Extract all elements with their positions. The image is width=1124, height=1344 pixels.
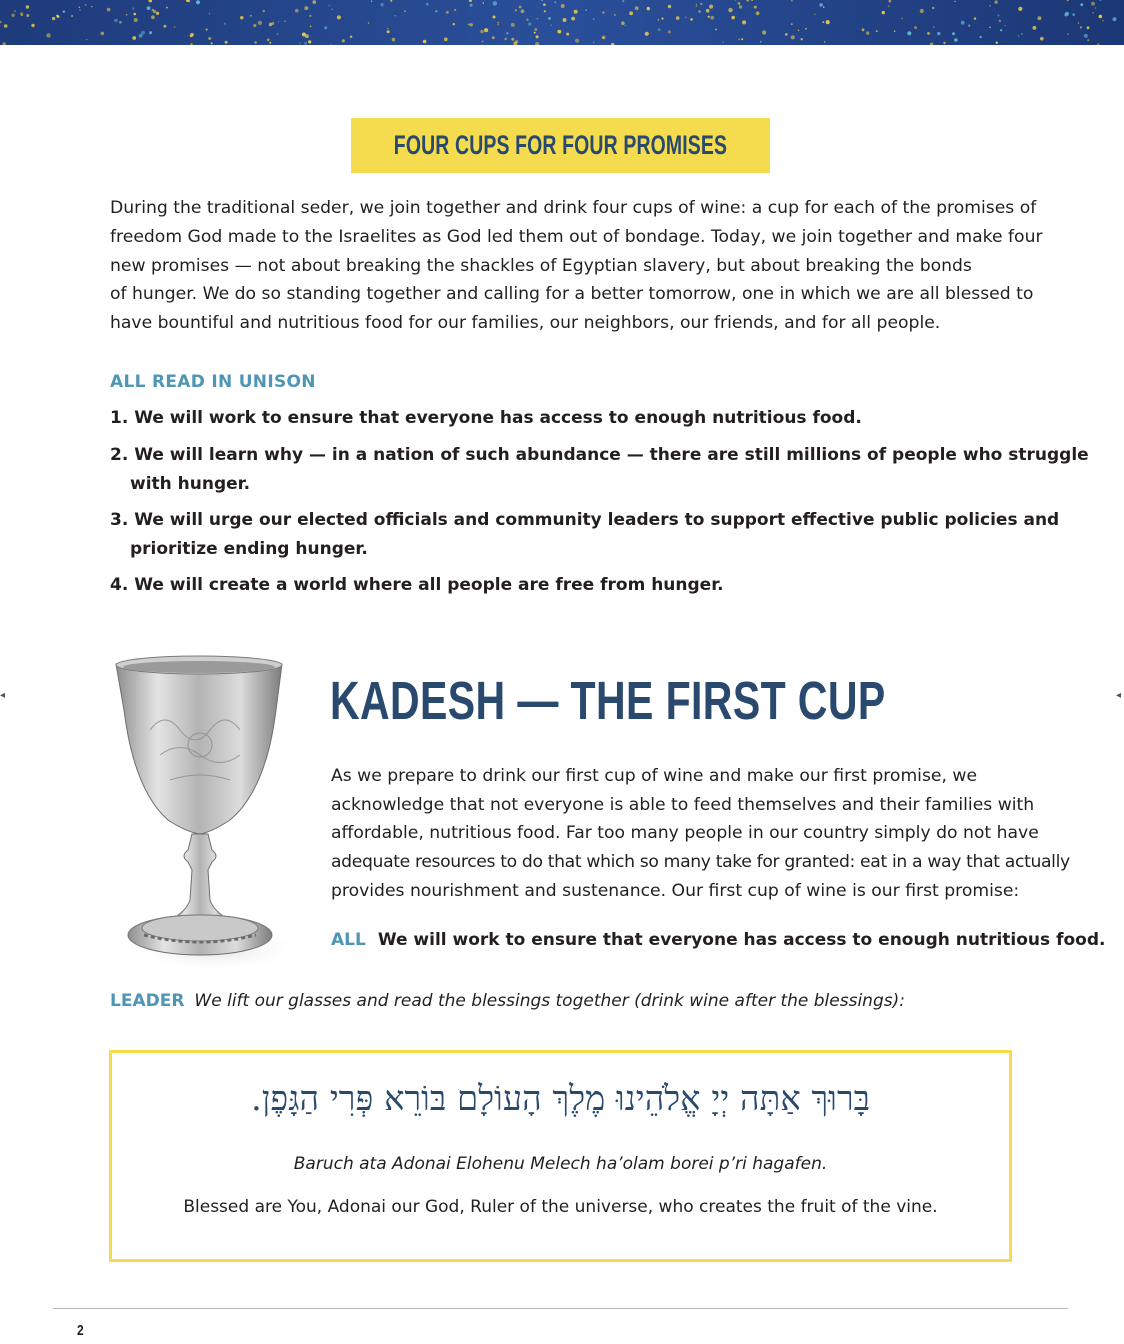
banner-speckle [621, 21, 625, 25]
intro-line: have bountiful and nutritious food for our families, our neighbors, our friends, and for all people. [110, 313, 941, 334]
banner-speckle [206, 29, 208, 31]
banner-speckle [698, 10, 701, 13]
banner-speckle [1099, 15, 1103, 19]
banner-speckle [668, 30, 671, 33]
banner-speckle [622, 0, 624, 2]
banner-speckle [961, 21, 965, 25]
banner-speckle [506, 32, 508, 34]
banner-speckle [493, 16, 496, 19]
banner-speckle [304, 42, 307, 45]
banner-speckle [999, 20, 1001, 22]
banner-speckle [602, 37, 604, 39]
banner-speckle [52, 17, 55, 20]
banner-speckle [492, 36, 495, 39]
banner-speckle [337, 15, 341, 19]
banner-speckle [519, 6, 522, 9]
banner-speckle [269, 42, 271, 44]
banner-speckle [515, 40, 518, 43]
banner-speckle [423, 40, 427, 44]
banner-speckle [387, 30, 390, 33]
banner-speckle [534, 32, 536, 34]
silver-cup-icon [100, 650, 300, 980]
banner-speckle [536, 35, 539, 38]
crop-mark-left: ◂ [0, 690, 6, 701]
banner-speckle [548, 17, 551, 20]
four-cups-title-box [351, 118, 770, 173]
banner-speckle [446, 11, 449, 14]
banner-speckle [62, 10, 65, 13]
intro-line: of hunger. We do so standing together and calling for a better tomorrow, one in which we are all blessed to [110, 284, 1034, 305]
banner-speckle [470, 23, 473, 26]
banner-speckle [658, 19, 659, 20]
banner-speckle [537, 18, 538, 19]
banner-speckle [822, 21, 824, 23]
banner-speckle [498, 24, 499, 25]
banner-speckle [571, 17, 575, 21]
leader-text: We lift our glasses and read the blessings together (drink wine after the blessings): [194, 991, 905, 1011]
banner-speckle [153, 10, 156, 13]
banner-speckle [46, 33, 50, 37]
banner-speckle [798, 30, 799, 31]
banner-speckle [387, 28, 388, 29]
intro-line: During the traditional seder, we join together and drink four cups of wine: a cup for each of the promises of [110, 198, 1037, 218]
banner-speckle [814, 14, 815, 15]
banner-speckle [974, 17, 976, 19]
banner-speckle [470, 4, 473, 7]
leader-label: LEADER [110, 991, 185, 1011]
banner-speckle [368, 22, 369, 23]
banner-speckle [574, 10, 578, 14]
banner-speckle [696, 6, 697, 7]
banner-speckle [107, 8, 111, 12]
banner-speckle [575, 39, 579, 43]
banner-speckle [511, 23, 515, 27]
banner-speckle [754, 6, 757, 9]
banner-speckle [208, 37, 211, 40]
banner-speckle [629, 11, 633, 15]
promise-line: prioritize ending hunger. [130, 539, 368, 559]
banner-speckle [1064, 13, 1067, 16]
banner-speckle [738, 38, 740, 40]
banner-speckle [1080, 3, 1083, 6]
banner-speckle [277, 33, 279, 35]
banner-speckle [952, 32, 955, 35]
banner-speckle [602, 11, 604, 13]
banner-speckle [1004, 25, 1005, 26]
banner-speckle [998, 15, 1000, 17]
banner-speckle [661, 17, 663, 19]
banner-speckle [151, 15, 155, 19]
banner-speckle [561, 4, 565, 8]
kadesh-line: provides nourishment and sustenance. Our first cup of wine is our first promise: [331, 880, 1020, 901]
banner-speckle [1095, 7, 1097, 9]
banner-speckle [710, 16, 714, 20]
banner-speckle [313, 0, 317, 4]
banner-speckle [742, 20, 746, 24]
banner-speckle [690, 18, 693, 21]
banner-speckle [468, 23, 470, 25]
banner-speckle [876, 30, 878, 32]
banner-speckle [258, 21, 262, 25]
banner-speckle [253, 24, 256, 27]
banner-speckle [1021, 33, 1023, 35]
banner-speckle [324, 26, 327, 29]
banner-speckle [310, 26, 312, 28]
banner-speckle [943, 42, 945, 44]
banner-speckle [21, 15, 23, 17]
leader-instruction [110, 991, 905, 1011]
banner-speckle [1040, 37, 1044, 41]
banner-speckle [454, 9, 456, 11]
banner-speckle [515, 9, 517, 11]
banner-speckle [453, 23, 455, 25]
banner-speckle [511, 38, 514, 41]
banner-speckle [250, 15, 252, 17]
banner-speckle [134, 13, 137, 16]
banner-speckle [134, 18, 138, 22]
banner-speckle [1067, 33, 1069, 35]
banner-speckle [309, 15, 311, 17]
banner-speckle [933, 26, 934, 27]
banner-speckle [544, 10, 546, 12]
banner-speckle [504, 38, 507, 41]
banner-speckle [907, 31, 911, 35]
banner-speckle [554, 1, 556, 3]
banner-speckle [26, 5, 29, 8]
banner-speckle [894, 30, 896, 32]
banner-speckle [989, 5, 991, 7]
banner-speckle [1078, 22, 1079, 23]
banner-speckle [101, 32, 105, 36]
promise-line: 2. We will learn why — in a nation of such abundance — there are still millions of people who struggle [110, 445, 1089, 465]
banner-speckle [91, 6, 93, 8]
banner-speckle [1038, 16, 1042, 20]
banner-speckle [731, 16, 735, 20]
banner-speckle [534, 28, 537, 31]
banner-speckle [85, 4, 87, 6]
banner-speckle [11, 14, 14, 17]
kadesh-line: affordable, nutritious food. Far too many people in our country simply do not have [331, 823, 1039, 844]
banner-speckle [1091, 2, 1095, 6]
banner-speckle [1092, 12, 1094, 14]
all-response [331, 930, 1105, 950]
banner-speckle [267, 38, 270, 41]
banner-speckle [658, 28, 661, 31]
banner-speckle [174, 26, 176, 28]
banner-speckle [392, 38, 396, 42]
banner-speckle [71, 15, 73, 17]
banner-speckle [593, 18, 595, 20]
banner-speckle [329, 5, 331, 7]
kadesh-paragraph [331, 762, 1070, 906]
kadesh-line: acknowledge that not everyone is able to feed themselves and their families with [331, 794, 1035, 815]
banner-speckle [224, 23, 226, 25]
banner-speckle [700, 3, 702, 5]
banner-speckle [435, 10, 437, 12]
banner-speckle [706, 9, 710, 13]
banner-speckle [550, 24, 552, 26]
banner-speckle [715, 29, 717, 31]
banner-speckle [498, 22, 499, 23]
kiddush-cup-image [100, 650, 300, 980]
banner-speckle [738, 2, 741, 5]
banner-speckle [404, 10, 406, 12]
banner-speckle [709, 5, 713, 9]
banner-speckle [308, 40, 311, 43]
banner-speckle [614, 14, 616, 16]
banner-speckle [647, 7, 650, 10]
promise-item-3 [110, 506, 1059, 564]
banner-speckle [141, 31, 145, 35]
banner-speckle [1033, 26, 1037, 30]
banner-speckle [526, 19, 528, 21]
banner-speckle [79, 9, 81, 11]
banner-speckle [284, 21, 285, 22]
all-read-in-unison-label: ALL READ IN UNISON [110, 372, 316, 392]
banner-speckle [149, 31, 152, 34]
banner-speckle [4, 24, 8, 28]
banner-speckle [866, 31, 869, 34]
kadesh-line: adequate resources to do that which so many take for granted: eat in a way that actually [331, 852, 1070, 873]
banner-speckle [493, 1, 497, 5]
banner-speckle [723, 42, 724, 43]
banner-speckle [625, 25, 627, 27]
banner-speckle [585, 9, 587, 11]
banner-speckle [196, 0, 200, 4]
banner-speckle [126, 14, 128, 16]
banner-speckle [86, 39, 87, 40]
banner-speckle [1112, 17, 1116, 21]
banner-speckle [240, 16, 243, 19]
banner-speckle [209, 13, 210, 14]
banner-speckle [543, 3, 546, 6]
banner-speckle [444, 38, 448, 42]
kadesh-line: As we prepare to drink our first cup of wine and make our first promise, we [331, 766, 978, 786]
banner-speckle [380, 3, 383, 6]
banner-speckle [1072, 13, 1075, 16]
banner-speckle [521, 9, 525, 13]
banner-speckle [756, 11, 760, 15]
banner-speckle [371, 1, 372, 2]
banner-speckle [728, 8, 732, 12]
banner-speckle [350, 36, 353, 39]
banner-speckle [1102, 20, 1103, 21]
banner-speckle [225, 41, 228, 44]
banner-speckle [979, 36, 981, 38]
banner-speckle [483, 2, 485, 4]
banner-speckle [937, 32, 940, 35]
banner-speckle [56, 15, 58, 17]
banner-speckle [566, 33, 569, 36]
banner-speckle [254, 41, 256, 43]
banner-speckle [1018, 35, 1019, 36]
banner-speckle [954, 1, 955, 2]
banner-speckle [914, 26, 917, 29]
banner-speckle [593, 42, 594, 43]
banner-speckle [927, 32, 930, 35]
banner-speckle [482, 41, 484, 43]
banner-speckle [211, 42, 213, 44]
banner-speckle [819, 3, 823, 7]
banner-speckle [989, 27, 991, 29]
banner-speckle [484, 28, 488, 32]
promise-line: with hunger. [130, 474, 251, 494]
banner-speckle [278, 21, 279, 22]
banner-speckle [156, 12, 159, 15]
banner-speckle [635, 6, 639, 10]
banner-speckle [79, 7, 81, 9]
banner-speckle [1018, 7, 1022, 11]
blessing-box [109, 1050, 1012, 1262]
banner-speckle [269, 23, 272, 26]
banner-speckle [1087, 39, 1089, 41]
banner-speckle [901, 18, 902, 19]
banner-speckle [696, 4, 697, 5]
banner-speckle [132, 36, 136, 40]
banner-speckle [147, 6, 151, 10]
banner-speckle [741, 38, 743, 40]
banner-speckle [295, 9, 299, 13]
banner-speckle [26, 14, 29, 17]
banner-speckle [888, 5, 890, 7]
banner-speckle [1080, 26, 1082, 28]
all-label: ALL [331, 930, 366, 950]
promise-line: 3. We will urge our elected officials and community leaders to support effective public policies and [110, 510, 1060, 530]
banner-speckle [114, 19, 118, 23]
footer-divider [53, 1308, 1068, 1309]
banner-speckle [823, 6, 825, 8]
intro-line: freedom God made to the Israelites as God led them out of bondage. Today, we join together and make four [110, 226, 1043, 247]
blessing-translation: Blessed are You, Adonai our God, Ruler of the universe, who creates the fruit of the vine. [183, 1197, 938, 1217]
banner-speckle [480, 30, 484, 34]
kadesh-title: KADESH — THE FIRST CUP [330, 671, 886, 731]
banner-speckle [299, 42, 300, 43]
blessing-transliteration: Baruch ata Adonai Elohenu Melech ha’olam borei p’ri hagafen. [293, 1154, 828, 1174]
promise-item-4 [110, 571, 724, 600]
banner-speckle [395, 15, 396, 16]
banner-speckle [557, 30, 561, 34]
banner-speckle [862, 28, 865, 31]
banner-speckle [332, 9, 333, 10]
banner-speckle [920, 9, 924, 13]
intro-line: new promises — not about breaking the shackles of Egyptian slavery, but about breaking the bonds [110, 255, 972, 276]
promise-line: 4. We will create a world where all people are free from hunger. [110, 575, 724, 595]
banner-speckle [785, 33, 788, 36]
four-cups-title: FOUR CUPS FOR FOUR PROMISES [393, 130, 728, 160]
banner-speckle [14, 10, 16, 12]
banner-speckle [668, 5, 671, 8]
banner-speckle [305, 34, 309, 38]
promise-item-1 [110, 404, 862, 433]
banner-speckle [528, 22, 531, 25]
banner-speckle [119, 21, 122, 24]
banner-speckle [932, 7, 934, 9]
banner-speckle [954, 38, 958, 42]
promise-item-2 [110, 441, 1089, 499]
promise-line: 1. We will work to ensure that everyone has access to enough nutritious food. [110, 408, 862, 428]
banner-speckle [676, 16, 680, 20]
page-number: 2 [77, 1322, 84, 1339]
banner-speckle [824, 41, 825, 42]
banner-speckle [739, 5, 742, 8]
banner-speckle [190, 33, 194, 37]
banner-speckle [994, 0, 997, 3]
banner-speckle [801, 38, 803, 40]
all-response-text: We will work to ensure that everyone has access to enough nutritious food. [377, 930, 1106, 950]
banner-speckle [685, 17, 686, 18]
banner-speckle [791, 35, 795, 39]
banner-speckle [426, 3, 429, 6]
intro-paragraph [110, 194, 1043, 338]
banner-speckle [166, 7, 168, 9]
hebrew-blessing: בָּרוּךְ אַתָּה יְיָ אֱלֹהֵינוּ מֶלֶךְ הָעוֹלָם בּוֹרֵא פְּרִי הַגָּפֶן. [250, 1079, 871, 1119]
banner-speckle [563, 18, 567, 22]
banner-speckle [132, 7, 134, 9]
starry-banner-art [0, 0, 1124, 45]
banner-speckle [760, 41, 762, 43]
banner-speckle [762, 30, 766, 34]
banner-speckle [996, 42, 998, 44]
banner-speckle [163, 25, 166, 28]
banner-speckle [263, 10, 265, 12]
banner-speckle [1084, 34, 1088, 38]
banner-speckle [708, 16, 710, 18]
banner-speckle [805, 28, 807, 30]
banner-speckle [342, 39, 345, 42]
banner-speckle [968, 25, 970, 27]
crop-mark-right: ◂ [1116, 690, 1122, 701]
banner-speckle [791, 23, 793, 25]
banner-speckle [1087, 26, 1090, 29]
banner-speckle [304, 6, 308, 10]
banner-speckle [645, 32, 649, 36]
starry-banner [0, 0, 1124, 45]
banner-speckle [826, 20, 830, 24]
banner-speckle [882, 11, 885, 14]
banner-speckle [1000, 29, 1002, 31]
banner-speckle [31, 24, 34, 27]
